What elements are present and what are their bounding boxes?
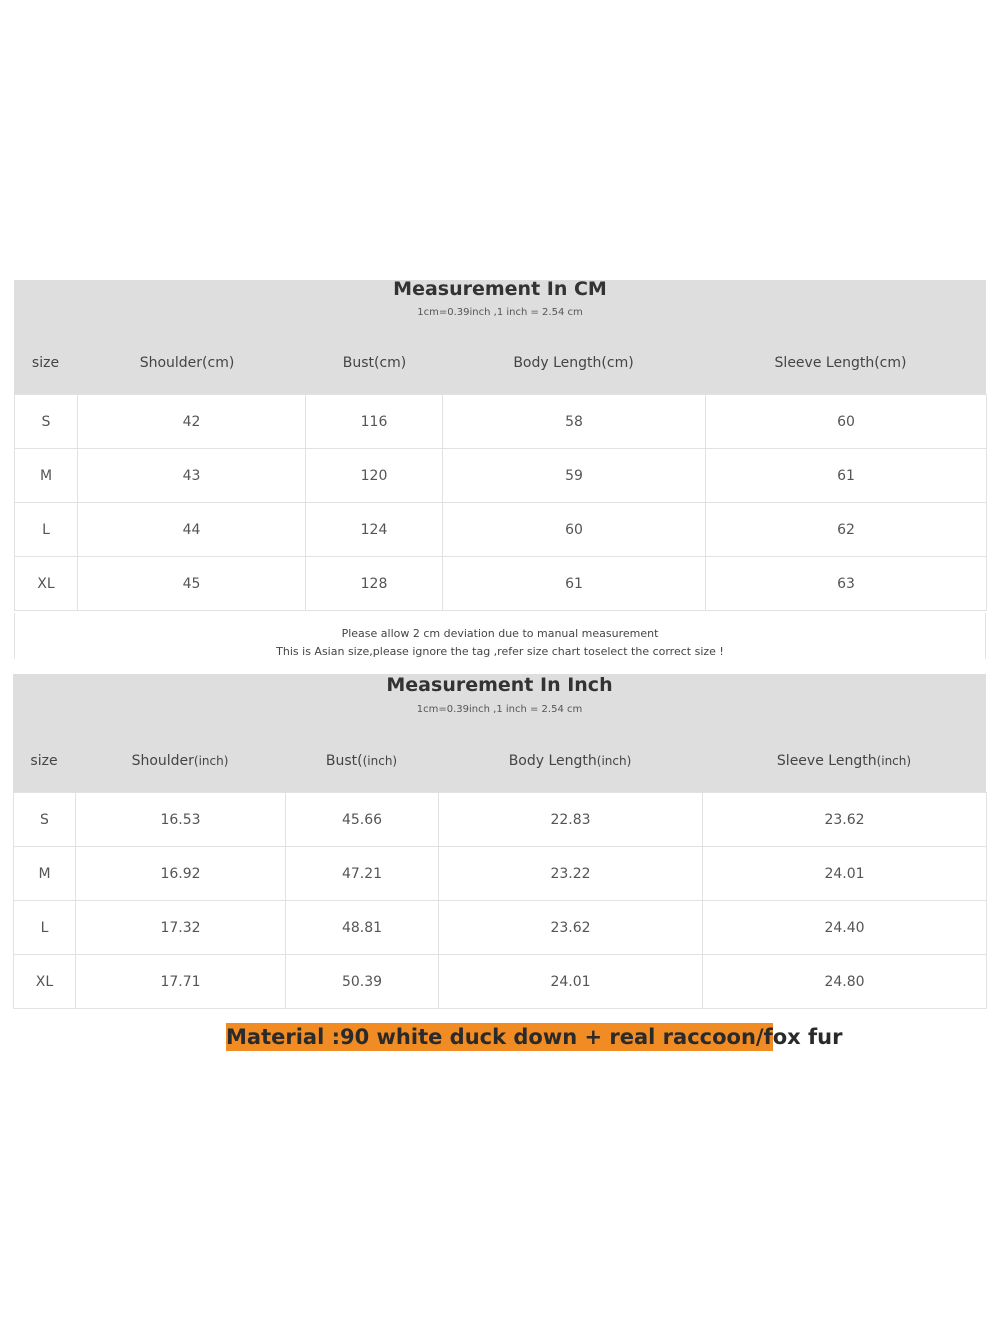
shoulder-cell: 42 — [78, 395, 306, 449]
notes-right-border — [985, 613, 986, 659]
body-length-cell: 61 — [443, 557, 706, 611]
sleeve-length-cell: 63 — [706, 557, 987, 611]
sleeve-length-cell: 24.40 — [703, 901, 987, 955]
table-row — [15, 557, 987, 611]
table-row — [15, 449, 987, 503]
inch-header-bust: Bust((inch) — [325, 753, 398, 769]
bust-cell: 50.39 — [286, 955, 439, 1009]
table-row — [14, 901, 987, 955]
table-row — [14, 847, 987, 901]
shoulder-cell: 17.32 — [76, 901, 286, 955]
shoulder-cell: 44 — [78, 503, 306, 557]
asian-size-note: This is Asian size,please ignore the tag ,refer size chart toselect the correct size ! — [276, 645, 724, 658]
size-cell: S — [15, 395, 78, 449]
shoulder-cell: 17.71 — [76, 955, 286, 1009]
size-cell: M — [15, 449, 78, 503]
body-length-cell: 23.62 — [439, 901, 703, 955]
size-cell: L — [15, 503, 78, 557]
sleeve-length-cell: 24.80 — [703, 955, 987, 1009]
cm-table-title: Measurement In CM — [393, 278, 607, 300]
table-row — [14, 955, 987, 1009]
inch-header-body-length: Body Length(inch) — [508, 753, 632, 769]
deviation-note: Please allow 2 cm deviation due to manual measurement — [341, 627, 659, 640]
size-cell: L — [14, 901, 76, 955]
cm-header-shoulder: Shoulder(cm) — [139, 355, 235, 371]
body-length-cell: 58 — [443, 395, 706, 449]
cm-header-body-length: Body Length(cm) — [513, 355, 634, 371]
size-cell: XL — [14, 955, 76, 1009]
bust-cell: 128 — [306, 557, 443, 611]
shoulder-cell: 45 — [78, 557, 306, 611]
shoulder-cell: 43 — [78, 449, 306, 503]
bust-cell: 47.21 — [286, 847, 439, 901]
cm-table-conversion-note: 1cm=0.39inch ,1 inch = 2.54 cm — [417, 307, 583, 318]
inch-header-sleeve-length: Sleeve Length(inch) — [776, 753, 912, 769]
material-banner: Material :90 white duck down + real raccoon/fox fur — [226, 1025, 843, 1049]
sleeve-length-cell: 24.01 — [703, 847, 987, 901]
inch-header-size-label: size — [30, 753, 58, 769]
inch-table-conversion-note: 1cm=0.39inch ,1 inch = 2.54 cm — [416, 704, 583, 715]
cm-table-header — [14, 280, 986, 394]
bust-cell: 116 — [306, 395, 443, 449]
cm-header-sleeve-length: Sleeve Length(cm) — [774, 355, 907, 371]
size-cell: XL — [15, 557, 78, 611]
shoulder-cell: 16.53 — [76, 793, 286, 847]
size-cell: S — [14, 793, 76, 847]
bust-cell: 48.81 — [286, 901, 439, 955]
inch-column-headers — [13, 753, 986, 769]
body-length-cell: 24.01 — [439, 955, 703, 1009]
bust-cell: 120 — [306, 449, 443, 503]
inch-size-table — [13, 674, 986, 1009]
cm-header-bust: Bust(cm) — [342, 355, 407, 371]
measurement-notes — [14, 625, 986, 661]
table-row — [14, 793, 987, 847]
body-length-cell: 23.22 — [439, 847, 703, 901]
inch-data-grid — [13, 792, 987, 1009]
sleeve-length-cell: 61 — [706, 449, 987, 503]
table-row — [15, 503, 987, 557]
size-cell: M — [14, 847, 76, 901]
sleeve-length-cell: 62 — [706, 503, 987, 557]
body-length-cell: 60 — [443, 503, 706, 557]
shoulder-cell: 16.92 — [76, 847, 286, 901]
sleeve-length-cell: 23.62 — [703, 793, 987, 847]
notes-left-border — [14, 613, 15, 659]
table-row — [15, 395, 987, 449]
cm-header-size: size — [31, 355, 60, 371]
body-length-cell: 59 — [443, 449, 706, 503]
body-length-cell: 22.83 — [439, 793, 703, 847]
cm-data-grid — [14, 394, 987, 611]
cm-column-headers — [14, 355, 986, 371]
inch-header-shoulder: Shoulder(inch) — [131, 753, 229, 769]
sleeve-length-cell: 60 — [706, 395, 987, 449]
bust-cell: 124 — [306, 503, 443, 557]
inch-table-header — [13, 674, 986, 792]
inch-table-title: Measurement In Inch — [386, 674, 613, 696]
cm-size-table — [14, 280, 986, 611]
bust-cell: 45.66 — [286, 793, 439, 847]
inch-header-size — [13, 753, 75, 769]
